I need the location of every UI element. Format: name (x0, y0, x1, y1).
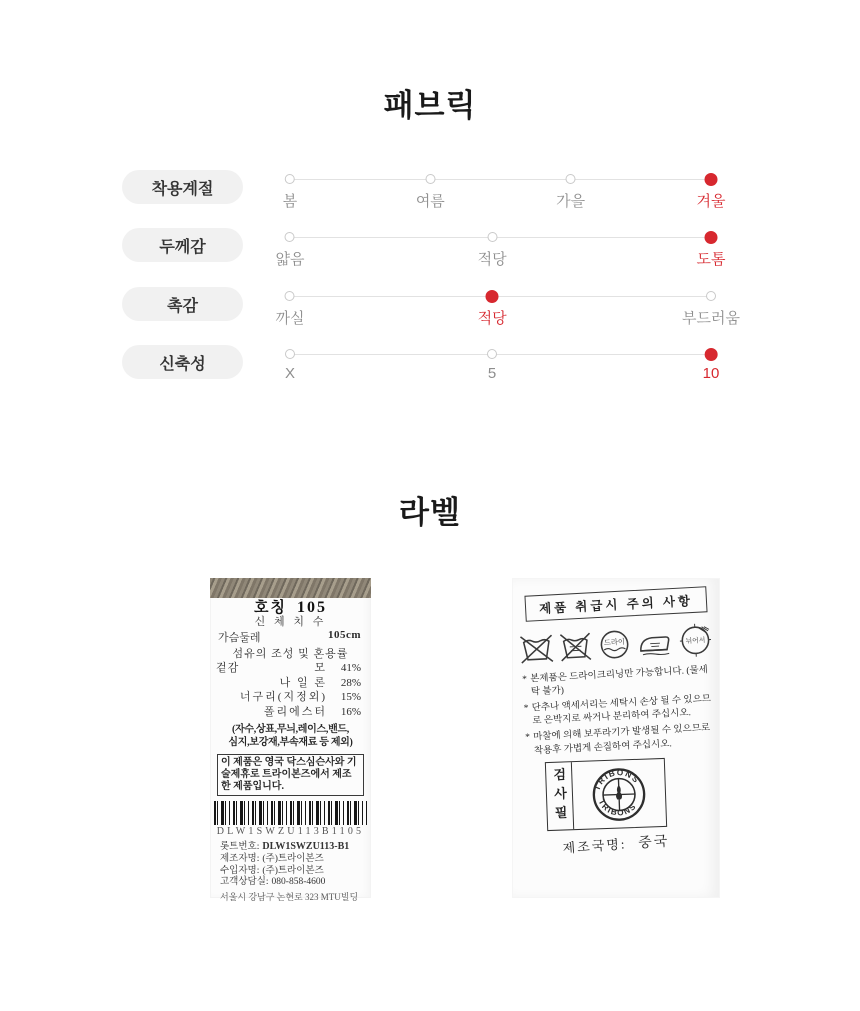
touch-scale (275, 281, 740, 339)
scale-stop (285, 349, 295, 382)
stop-label: X (284, 365, 296, 382)
fabric-row-thickness (0, 222, 860, 280)
fiber-pct: 41% (340, 662, 361, 674)
inspection-stamp (545, 758, 667, 831)
fabric-row-label: 두께감 (122, 228, 243, 262)
fiber-name: 폴리에스터 (263, 705, 327, 718)
chest-label: 가슴둘레 (218, 632, 261, 644)
detail-value: DLW1SWZU113-B1 (262, 841, 350, 852)
fiber-pct: 16% (340, 705, 361, 718)
size-value: 105 (296, 599, 327, 616)
stop-label: 적당 (477, 310, 507, 327)
brand-stamp-logo (572, 759, 666, 829)
scale-stop-selected (697, 231, 726, 269)
fabric-row-season (0, 164, 860, 222)
fabric-row-label: 촉감 (122, 287, 243, 321)
scale-stop-selected (478, 290, 507, 328)
care-heading-box: 제품 취급시 주의 사항 (524, 586, 707, 621)
scale-stop (556, 174, 585, 211)
scale-stop-selected (697, 173, 726, 211)
detail-label: 제조자명: (220, 853, 260, 864)
stop-label: 까실 (275, 310, 305, 327)
scale-dot (425, 174, 435, 184)
fabric-texture-strip (210, 578, 371, 598)
detail-value: (주)트라이본즈 (262, 865, 324, 876)
scale-dot (285, 174, 295, 184)
stop-label: 부드러움 (682, 310, 740, 327)
manufacturer-details (220, 841, 371, 889)
stop-label: 여름 (415, 193, 445, 210)
scale-dot (706, 291, 716, 301)
no-wash-icon (518, 629, 555, 666)
care-instructions (522, 664, 714, 758)
exclusion-line: (자수,상표,무늬,레이스,밴드, (232, 724, 349, 735)
detail-row (220, 854, 371, 866)
iron-icon (635, 623, 675, 660)
size-label: 호칭 (254, 600, 287, 616)
stop-label: 얇음 (275, 251, 305, 268)
season-scale (282, 164, 726, 222)
detail-label: 고객상담실: (220, 877, 269, 888)
dry-flat-icon (677, 621, 714, 658)
detail-value: 080-858-4600 (271, 877, 326, 888)
detail-row (220, 841, 371, 854)
barcode (214, 801, 367, 825)
detail-value: (주)트라이본즈 (262, 853, 324, 864)
scale-stop (276, 291, 305, 328)
chest-line (210, 629, 371, 645)
stop-label: 봄 (282, 193, 298, 210)
scale-dot (566, 174, 576, 184)
scale-dot-selected (486, 290, 499, 303)
size-line (210, 601, 371, 615)
label-section-title: 라벨 (399, 495, 461, 530)
scale-dot-selected (704, 231, 717, 244)
scale-dot (285, 349, 295, 359)
composition-row (210, 676, 371, 691)
composition-row (210, 661, 371, 676)
scale-stop (478, 232, 507, 269)
scale-dot-selected (705, 348, 718, 361)
detail-label: 수입자명: (220, 865, 260, 876)
fiber-name: 너구리(지정외) (239, 691, 327, 703)
body-size-heading: 신 체 치 수 (254, 616, 327, 628)
scale-track (290, 179, 711, 180)
shell-label: 겉감 (216, 662, 240, 674)
care-instruction-item: * 단추나 액세서리는 세탁시 손상 될 수 있으므로 은박지로 싸거나 분리하여 주십시오. (523, 693, 712, 729)
stamp-logo-text-bottom: TRIBONS (596, 796, 639, 817)
scale-stop (682, 291, 740, 328)
care-label-image (512, 578, 720, 898)
fiber-pct: 28% (340, 676, 361, 689)
fabric-section-title: 패브릭 (383, 88, 477, 123)
fabric-row-stretch (0, 339, 860, 397)
detail-label: 롯트번호: (220, 842, 260, 852)
care-instruction-item: * 본제품은 드라이크리닝만 가능합니다. (물세탁 불가) (522, 664, 711, 700)
scale-stop (276, 232, 305, 269)
stop-label: 겨울 (696, 193, 726, 210)
dry-clean-icon (596, 625, 633, 662)
scale-dot-selected (704, 173, 717, 186)
no-bleach-icon (557, 627, 594, 664)
composition-row (210, 705, 371, 720)
care-instruction-item: * 마찰에 의해 보푸라기가 발생될 수 있으므로 착용후 가볍게 손질하여 주십시오. (525, 722, 714, 758)
exclusion-line: 심지,보강재,부속재료 등 제외) (228, 736, 353, 748)
scale-stop-selected (703, 348, 720, 382)
scale-stop (416, 174, 445, 211)
scale-dot (285, 232, 295, 242)
stop-label: 가을 (556, 193, 586, 210)
fiber-name: 나 일 론 (279, 676, 327, 689)
license-notice-box: 이 제품은 영국 닥스심슨사와 기술제휴로 트라이본즈에서 제조한 제품입니다. (217, 754, 364, 796)
scale-stop (487, 349, 497, 382)
fabric-row-label: 착용계절 (122, 170, 243, 204)
chest-value: 105cm (327, 629, 361, 641)
fabric-row-label: 신축성 (122, 345, 243, 379)
scale-dot (285, 291, 295, 301)
fiber-name: 모 (314, 662, 327, 674)
country-of-origin (512, 826, 721, 860)
fabric-row-touch (0, 281, 860, 339)
stamp-logo-text-top: TRIBONS (592, 767, 642, 791)
inspection-passed-text: 검사필 (546, 762, 574, 830)
exclusion-note (210, 724, 371, 749)
stretch-scale (284, 339, 720, 397)
dry-flat-text: 뉘어서 (685, 637, 706, 646)
scale-dot (487, 349, 497, 359)
care-symbols-row (511, 621, 721, 667)
manufacturer-address: 서울시 강남구 논현로 323 MTU빌딩 (220, 892, 359, 903)
stop-label: 10 (702, 365, 720, 382)
scale-dot (487, 232, 497, 242)
barcode-text: DLW1SWZU113B1105 (216, 826, 365, 837)
composition-heading: 섬유의 조성 및 혼용률 (232, 648, 349, 660)
scale-stop (283, 174, 298, 211)
scale-track (290, 354, 711, 355)
dry-clean-text: 드라이 (603, 637, 626, 648)
product-label-image (210, 578, 371, 903)
stop-label: 적당 (477, 251, 507, 268)
thickness-scale (275, 222, 726, 280)
detail-row (220, 866, 371, 878)
origin-value: 중국 (637, 833, 670, 852)
composition-row (210, 690, 371, 705)
stop-label: 도톰 (696, 251, 726, 268)
origin-label: 제조국명: (562, 835, 627, 856)
stop-label: 5 (487, 365, 497, 382)
detail-row (220, 877, 371, 889)
fiber-pct: 15% (340, 691, 361, 703)
